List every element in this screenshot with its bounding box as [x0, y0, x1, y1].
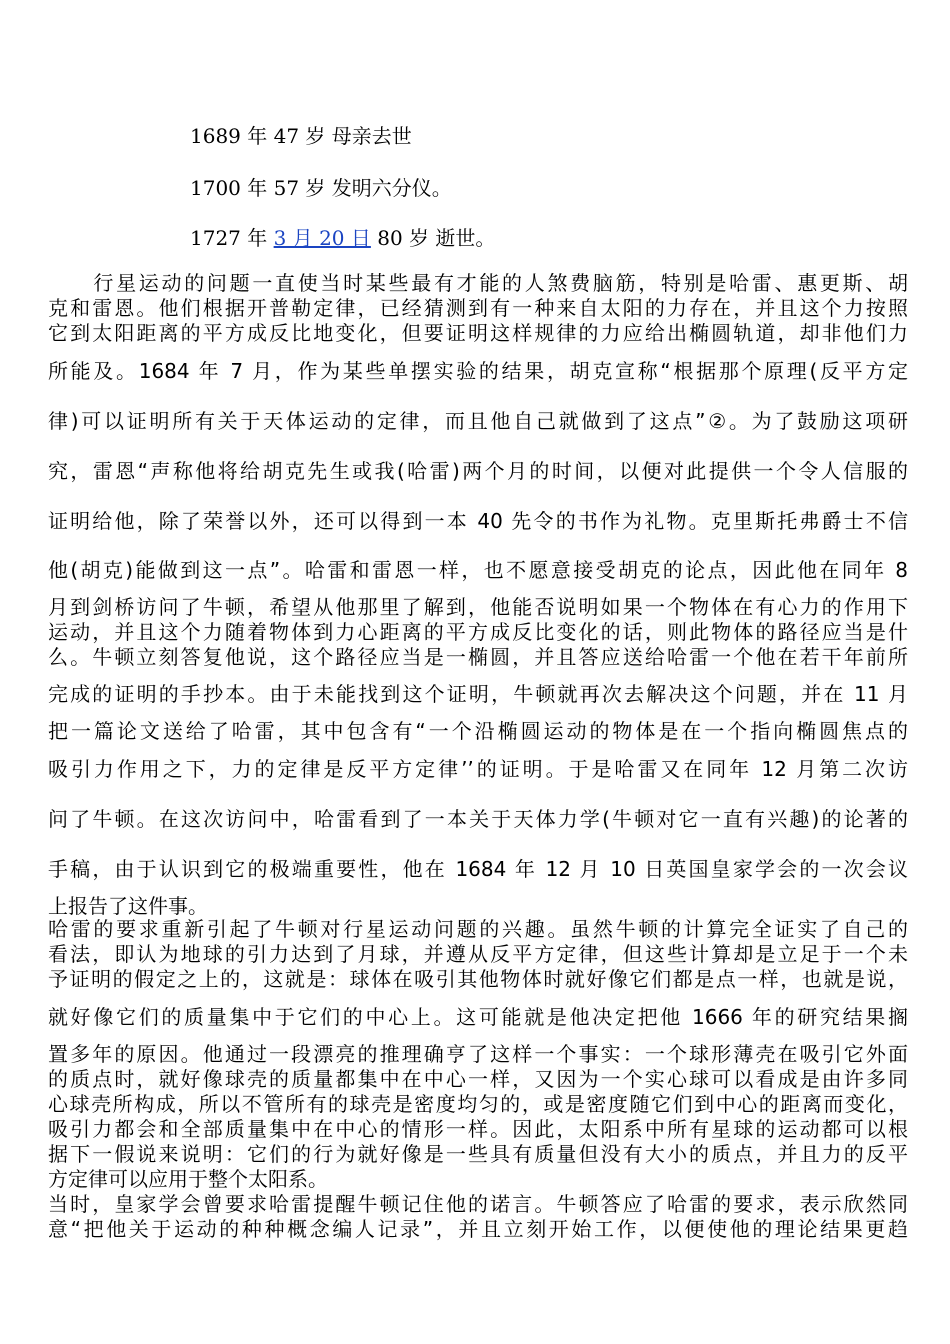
body-line: 他(胡克)能做到这一点”。哈雷和雷恩一样，也不愿意接受胡克的论点，因此他在同年 8	[48, 558, 908, 582]
body-line: 所能及。1684 年 7 月，作为某些单摆实验的结果，胡克宣称“根据那个原理(反平方定	[48, 359, 908, 383]
body-line: 方定律可以应用于整个太阳系。	[48, 1167, 328, 1191]
timeline-text: 1689 年 47 岁 母亲去世	[190, 124, 412, 148]
date-link[interactable]: 3 月 20 日	[273, 226, 371, 250]
timeline-entry-1727	[190, 226, 495, 250]
body-line: 律)可以证明所有关于天体运动的定律，而且他自己就做到了这点”②。为了鼓励这项研	[48, 409, 908, 433]
body-line: 手稿，由于认识到它的极端重要性，他在 1684 年 12 月 10 日英国皇家学会的一次会议	[48, 857, 908, 881]
body-line: 置多年的原因。他通过一段漂亮的推理确亨了这样一个事实：一个球形薄壳在吸引它外面	[48, 1042, 908, 1066]
body-line: 据下一假说来说明：它们的行为就好像是一些具有质量但没有大小的质点，并且力的反平	[48, 1142, 908, 1166]
body-line: 证明给他，除了荣誉以外，还可以得到一本 40 先令的书作为礼物。克里斯托弗爵士不信	[48, 509, 908, 533]
body-line: 予证明的假定之上的，这就是：球体在吸引其他物体时就好像它们都是点一样，也就是说，	[48, 967, 908, 991]
body-line: 看法，即认为地球的引力达到了月球，并遵从反平方定律，但这些计算却是立足于一个未	[48, 942, 908, 966]
body-line: 么。牛顿立刻答复他说，这个路径应当是一椭圆，并且答应送给哈雷一个他在若干年前所	[48, 645, 908, 669]
body-line: 究，雷恩“声称他将给胡克先生或我(哈雷)两个月的时间，以便对此提供一个令人信服的	[48, 459, 908, 483]
body-line: 哈雷的要求重新引起了牛顿对行星运动问题的兴趣。虽然牛顿的计算完全证实了自己的	[48, 917, 908, 941]
body-line: 问了牛顿。在这次访问中，哈雷看到了一本关于天体力学(牛顿对它一直有兴趣)的论著的	[48, 807, 908, 831]
body-line: 上报告了这件事。	[48, 894, 208, 918]
timeline-entry-1689	[190, 124, 412, 148]
body-line: 意“把他关于运动的种种概念编人记录”，并且立刻开始工作，以便使他的理论结果更趋	[48, 1217, 908, 1241]
body-line: 就好像它们的质量集中于它们的中心上。这可能就是他决定把他 1666 年的研究结果搁	[48, 1005, 908, 1029]
body-line: 运动，并且这个力随着物体到力心距离的平方成反比变化的话，则此物体的路径应当是什	[48, 620, 908, 644]
body-line: 吸引力都会和全部质量集中在中心的情形一样。因此，太阳系中所有星球的运动都可以根	[48, 1117, 908, 1141]
body-line: 行星运动的问题一直使当时某些最有才能的人煞费脑筋，特别是哈雷、惠更斯、胡	[48, 271, 908, 295]
timeline-text: 1727 年	[190, 226, 274, 250]
body-line: 把一篇论文送给了哈雷，其中包含有“一个沿椭圆运动的物体是在一个指向椭圆焦点的	[48, 719, 908, 743]
body-line: 吸引力作用之下，力的定律是反平方定律’’的证明。于是哈雷又在同年 12 月第二次访	[48, 757, 908, 781]
body-line: 当时，皇家学会曾要求哈雷提醒牛顿记住他的诺言。牛顿答应了哈雷的要求，表示欣然同	[48, 1192, 908, 1216]
body-line: 月到剑桥访问了牛顿，希望从他那里了解到，他能否说明如果一个物体在有心力的作用下	[48, 595, 908, 619]
body-line: 它到太阳距离的平方成反比地变化，但要证明这样规律的力应给出椭圆轨道，却非他们力	[48, 321, 908, 345]
body-line: 的质点时，就好像球壳的质量都集中在中心一样，又因为一个实心球可以看成是由许多同	[48, 1067, 908, 1091]
timeline-text: 1700 年 57 岁 发明六分仪。	[190, 176, 452, 200]
timeline-entry-1700	[190, 176, 452, 200]
body-line: 心球壳所构成，所以不管所有的球壳是密度均匀的，或是密度随它们到中心的距离而变化，	[48, 1092, 908, 1116]
body-line: 克和雷恩。他们根据开普勒定律，已经猜测到有一种来自太阳的力存在，并且这个力按照	[48, 296, 908, 320]
timeline-text: 80 岁 逝世。	[370, 226, 496, 250]
body-line: 完成的证明的手抄本。由于未能找到这个证明，牛顿就再次去解决这个问题，并在 11 月	[48, 682, 908, 706]
